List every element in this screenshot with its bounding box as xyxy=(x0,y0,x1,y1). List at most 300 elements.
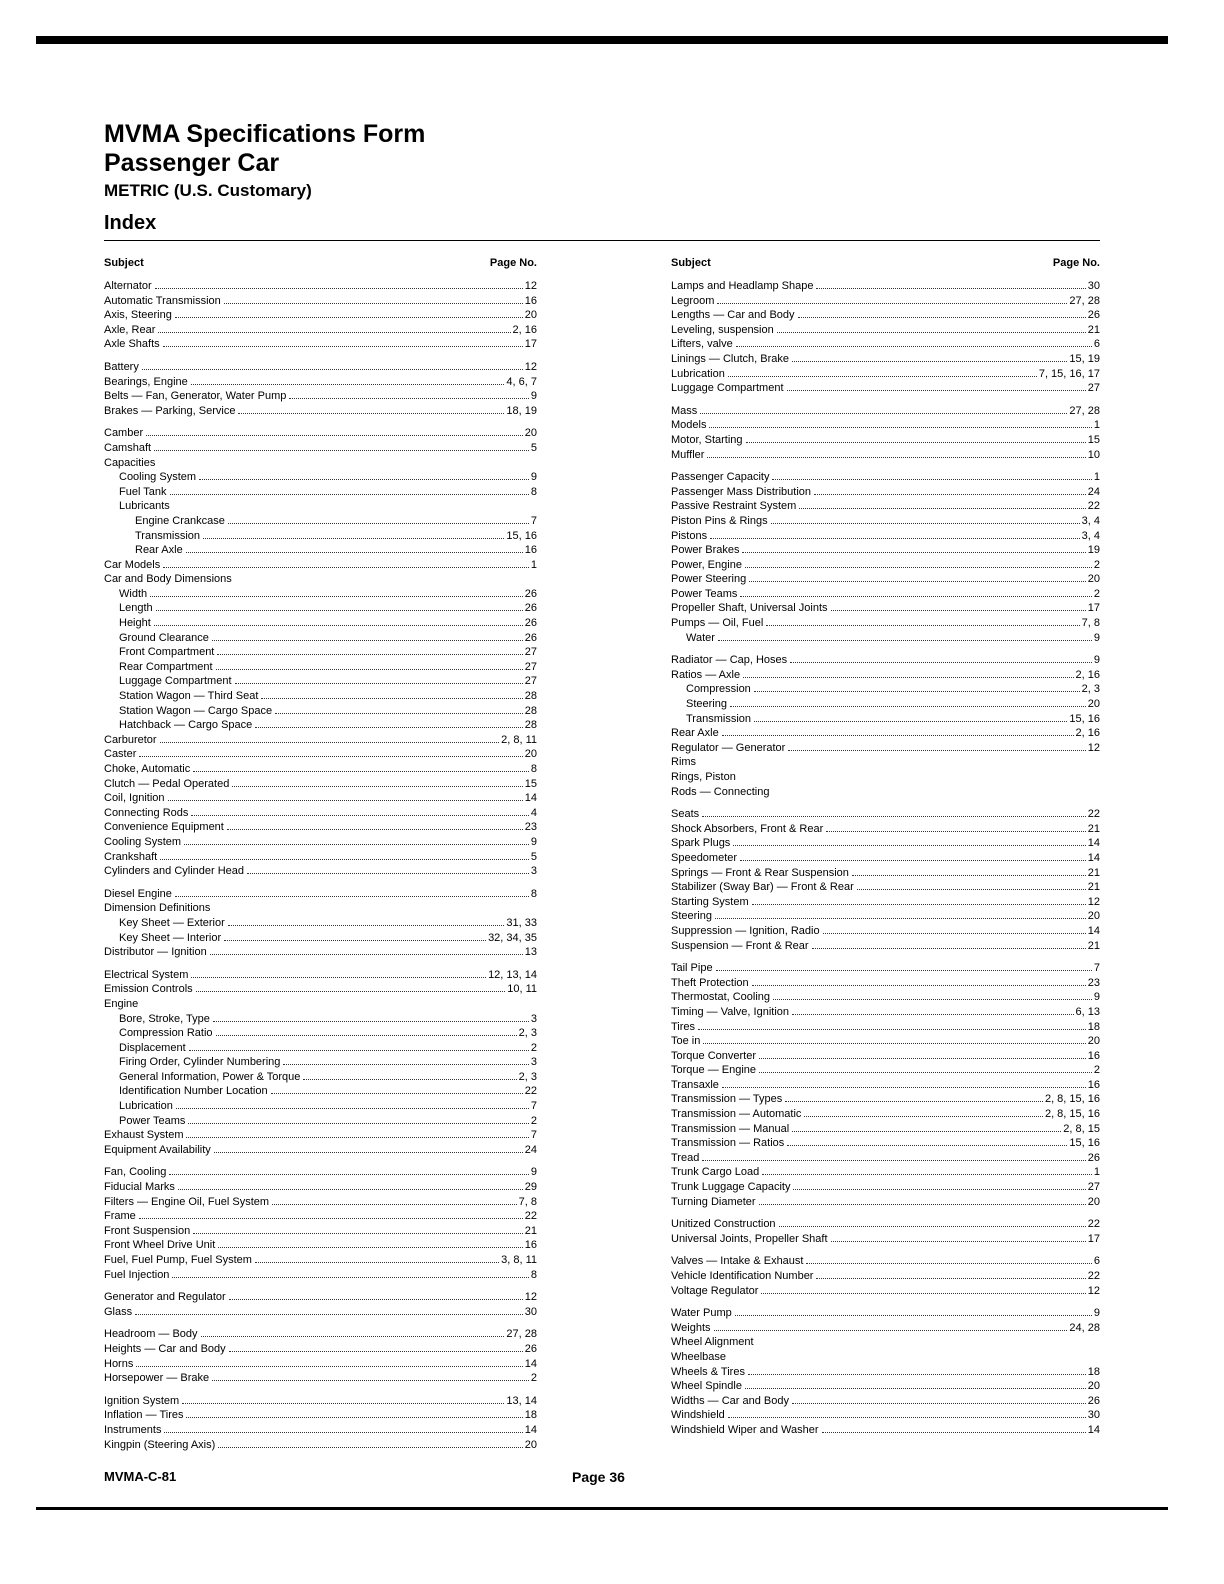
dot-leader xyxy=(229,1351,523,1352)
entry-subject: Rear Axle xyxy=(135,544,183,557)
entry-page: 15, 19 xyxy=(1069,352,1100,365)
entry-page: 24, 28 xyxy=(1069,1321,1100,1334)
entry-page: 2, 16 xyxy=(1075,727,1100,740)
entry-subject: Regulator — Generator xyxy=(671,741,786,754)
entry-page: 16 xyxy=(524,294,537,307)
index-entry xyxy=(104,1357,537,1372)
entry-page: 3, 4 xyxy=(1081,514,1100,527)
dot-leader xyxy=(792,1131,1061,1132)
dot-leader xyxy=(857,889,1086,890)
entry-page: 7, 15, 16, 17 xyxy=(1038,367,1100,380)
dot-leader xyxy=(139,756,522,757)
entry-subject: Compression Ratio xyxy=(119,1027,213,1040)
index-entry xyxy=(671,1092,1100,1107)
entry-page: 9 xyxy=(1093,991,1100,1004)
dot-leader xyxy=(740,860,1086,861)
index-entry xyxy=(671,785,1100,800)
entry-subject: Fuel, Fuel Pump, Fuel System xyxy=(104,1254,252,1266)
entry-subject: Emission Controls xyxy=(104,983,193,996)
subject-header: Subject xyxy=(104,257,144,269)
entry-subject: Suspension — Front & Rear xyxy=(671,939,809,952)
entry-subject: Dimension Definitions xyxy=(104,902,211,915)
entry-page: 1 xyxy=(1093,1166,1100,1179)
entry-page: 13, 14 xyxy=(506,1394,537,1407)
index-entry xyxy=(104,514,537,529)
entry-page: 16 xyxy=(524,1239,537,1252)
dot-leader xyxy=(232,786,522,787)
dot-leader xyxy=(792,1403,1086,1404)
index-entry xyxy=(104,945,537,960)
entry-page: 21 xyxy=(1087,323,1100,336)
entry-page: 28 xyxy=(524,704,537,717)
entry-subject: Rims xyxy=(671,756,697,769)
index-entry xyxy=(104,1327,537,1342)
dot-leader xyxy=(193,771,529,772)
index-entry xyxy=(104,968,537,983)
dot-leader xyxy=(698,1029,1086,1030)
entry-subject: Transmission — Ratios xyxy=(671,1137,785,1150)
dot-leader xyxy=(289,398,528,399)
dot-leader xyxy=(761,1293,1085,1294)
entry-page: 3 xyxy=(530,1012,537,1025)
entry-page: 22 xyxy=(1087,808,1100,821)
dot-leader xyxy=(742,552,1085,553)
dot-leader xyxy=(752,904,1086,905)
entry-subject: Passenger Capacity xyxy=(671,471,770,484)
entry-subject: Car Models xyxy=(104,558,161,571)
index-entry xyxy=(671,653,1100,668)
dot-leader xyxy=(255,1262,499,1263)
index-entry xyxy=(104,1114,537,1129)
entry-page: 14 xyxy=(1087,1423,1100,1436)
index-entry xyxy=(104,747,537,762)
dot-leader xyxy=(823,933,1086,934)
entry-page: 9 xyxy=(1093,1307,1100,1320)
dot-leader xyxy=(160,859,529,860)
index-entry xyxy=(671,1151,1100,1166)
dot-leader xyxy=(212,640,523,641)
index-entry xyxy=(671,1335,1100,1350)
entry-page: 2, 16 xyxy=(512,323,537,336)
entry-subject: Wheels & Tires xyxy=(671,1365,745,1378)
index-entry xyxy=(671,961,1100,976)
index-entry xyxy=(671,1365,1100,1380)
index-entry xyxy=(104,1195,537,1210)
dot-leader xyxy=(227,829,523,830)
index-entry xyxy=(671,1284,1100,1299)
entry-page: 15, 16 xyxy=(1069,1137,1100,1150)
index-entry xyxy=(104,375,537,390)
entry-page: 2, 3 xyxy=(518,1027,537,1040)
entry-subject: Wheel Spindle xyxy=(671,1380,742,1393)
index-entry xyxy=(104,1290,537,1305)
entry-page: 1 xyxy=(1093,419,1100,432)
dot-leader xyxy=(158,332,510,333)
entry-subject: Fiducial Marks xyxy=(104,1181,175,1194)
entry-page: 13 xyxy=(524,946,537,959)
index-entry xyxy=(104,1099,537,1114)
column-header xyxy=(104,257,537,271)
entry-page: 6, 13 xyxy=(1075,1005,1100,1018)
index-entry xyxy=(671,990,1100,1005)
entry-subject: Lubrication xyxy=(119,1100,173,1113)
dot-leader xyxy=(730,706,1086,707)
top-rule xyxy=(36,36,1168,44)
index-entry xyxy=(104,1224,537,1239)
entry-subject: Bearings, Engine xyxy=(104,375,188,388)
entry-page: 1 xyxy=(530,558,537,571)
dot-leader xyxy=(777,332,1086,333)
entry-page: 2 xyxy=(1093,1064,1100,1077)
dot-leader xyxy=(717,303,1067,304)
index-entry xyxy=(104,820,537,835)
dot-leader xyxy=(170,494,529,495)
entry-subject: Camshaft xyxy=(104,441,152,454)
index-entry xyxy=(104,587,537,602)
entry-page: 20 xyxy=(524,1438,537,1451)
entry-page: 26 xyxy=(524,602,537,615)
index-entry xyxy=(671,418,1100,433)
entry-page: 8 xyxy=(530,1268,537,1281)
dot-leader xyxy=(160,742,500,743)
index-entry xyxy=(104,1305,537,1320)
entry-page: 12 xyxy=(1087,741,1100,754)
index-entry xyxy=(671,631,1100,646)
entry-subject: Vehicle Identification Number xyxy=(671,1270,814,1282)
entry-subject: Caster xyxy=(104,748,137,761)
entry-subject: Filters — Engine Oil, Fuel System xyxy=(104,1195,270,1208)
index-entry xyxy=(104,404,537,419)
dot-leader xyxy=(189,1050,529,1051)
entry-page: 27 xyxy=(524,646,537,659)
dot-leader xyxy=(203,538,504,539)
column-header xyxy=(671,257,1100,271)
entry-subject: Capacities xyxy=(104,456,156,469)
dot-leader xyxy=(169,1174,529,1175)
entry-page: 22 xyxy=(1087,1218,1100,1231)
index-entry xyxy=(104,901,537,916)
index-entry xyxy=(671,1408,1100,1423)
subject-header: Subject xyxy=(671,257,711,269)
dot-leader xyxy=(852,875,1086,876)
entry-subject: Axle Shafts xyxy=(104,338,160,351)
dot-leader xyxy=(759,1072,1092,1073)
dot-leader xyxy=(212,1380,529,1381)
dot-leader xyxy=(224,303,523,304)
entry-subject: Fuel Tank xyxy=(119,485,167,498)
entry-subject: Hatchback — Cargo Space xyxy=(119,719,253,732)
entry-page: 30 xyxy=(1087,1409,1100,1422)
index-column-left xyxy=(104,257,537,1452)
entry-subject: Models xyxy=(671,419,707,432)
dot-leader xyxy=(156,610,523,611)
entry-subject: Exhaust System xyxy=(104,1129,184,1142)
index-entry xyxy=(104,916,537,931)
dot-leader xyxy=(283,1064,528,1065)
index-entry xyxy=(671,836,1100,851)
dot-leader xyxy=(703,1043,1085,1044)
entry-page: 26 xyxy=(524,631,537,644)
entry-subject: Fuel Injection xyxy=(104,1268,170,1281)
index-entry xyxy=(671,909,1100,924)
entry-subject: Linings — Clutch, Brake xyxy=(671,352,789,365)
dot-leader xyxy=(272,1204,517,1205)
index-entry xyxy=(671,851,1100,866)
entry-page: 21 xyxy=(1087,822,1100,835)
index-entry xyxy=(671,514,1100,529)
index-entry xyxy=(104,485,537,500)
index-entry xyxy=(104,1084,537,1099)
index-entry xyxy=(671,323,1100,338)
entry-page: 20 xyxy=(1087,573,1100,586)
entry-subject: Power, Engine xyxy=(671,558,742,571)
dot-leader xyxy=(175,896,529,897)
entry-page: 28 xyxy=(524,719,537,732)
entry-subject: Piston Pins & Rings xyxy=(671,514,768,527)
form-id: MVMA-C-81 xyxy=(104,1469,177,1484)
index-entry xyxy=(671,770,1100,785)
entry-subject: Leveling, suspension xyxy=(671,323,774,336)
dot-leader xyxy=(218,1247,522,1248)
entry-subject: Rings, Piston xyxy=(671,771,736,783)
entry-page: 8 xyxy=(530,763,537,775)
index-entry xyxy=(104,777,537,792)
entry-subject: Turning Diameter xyxy=(671,1195,756,1208)
entry-page: 20 xyxy=(1087,910,1100,923)
entry-subject: Cooling System xyxy=(104,835,182,848)
entry-subject: Seats xyxy=(671,808,700,821)
index-entry xyxy=(671,448,1100,463)
entry-page: 28 xyxy=(524,690,537,703)
index-entry xyxy=(671,1394,1100,1409)
index-entry xyxy=(671,1136,1100,1151)
entry-subject: Lifters, valve xyxy=(671,338,733,351)
dot-leader xyxy=(792,1014,1074,1015)
entry-subject: Glass xyxy=(104,1305,133,1318)
dot-leader xyxy=(766,625,1079,626)
dot-leader xyxy=(714,1330,1068,1331)
entry-subject: Steering xyxy=(686,698,727,711)
entry-page: 22 xyxy=(524,1085,537,1098)
index-entry xyxy=(671,880,1100,895)
entry-page: 4, 6, 7 xyxy=(506,375,537,388)
index-entry xyxy=(671,939,1100,954)
entry-page: 10, 11 xyxy=(507,983,537,996)
dot-leader xyxy=(191,977,486,978)
entry-subject: Radiator — Cap, Hoses xyxy=(671,654,788,667)
entry-subject: Stabilizer (Sway Bar) — Front & Rear xyxy=(671,881,854,894)
entry-subject: Height xyxy=(119,617,151,630)
index-entry xyxy=(671,433,1100,448)
entry-page: 15 xyxy=(1087,433,1100,446)
dot-leader xyxy=(740,596,1091,597)
entry-subject: Connecting Rods xyxy=(104,806,189,819)
index-entry xyxy=(671,866,1100,881)
index-entry xyxy=(671,1254,1100,1269)
entry-page: 4 xyxy=(530,806,537,819)
dot-leader xyxy=(745,567,1092,568)
index-entry xyxy=(671,1063,1100,1078)
dot-leader xyxy=(746,442,1086,443)
entry-subject: Thermostat, Cooling xyxy=(671,991,771,1004)
entry-subject: Lubrication xyxy=(671,367,725,380)
entry-subject: Mass xyxy=(671,404,698,417)
dot-leader xyxy=(718,640,1092,641)
index-entry xyxy=(104,631,537,646)
dot-leader xyxy=(150,596,523,597)
dot-leader xyxy=(216,669,523,670)
entry-subject: Engine Crankcase xyxy=(135,514,225,527)
entry-page: 3 xyxy=(530,865,537,878)
dot-leader xyxy=(748,1374,1086,1375)
dot-leader xyxy=(176,1108,529,1109)
entry-subject: Station Wagon — Third Seat xyxy=(119,690,259,703)
index-entry xyxy=(104,1128,537,1143)
index-entry xyxy=(671,529,1100,544)
index-entry xyxy=(104,1371,537,1386)
entry-page: 2, 8, 15 xyxy=(1063,1122,1100,1135)
entry-page: 27, 28 xyxy=(506,1328,537,1341)
dot-leader xyxy=(728,1417,1086,1418)
dot-leader xyxy=(196,991,506,992)
dot-leader xyxy=(787,390,1086,391)
entry-subject: Displacement xyxy=(119,1041,186,1054)
bottom-rule xyxy=(36,1507,1168,1510)
index-entry xyxy=(104,616,537,631)
entry-subject: General Information, Power & Torque xyxy=(119,1070,301,1083)
entry-subject: Carburetor xyxy=(104,733,157,746)
index-entry xyxy=(104,1394,537,1409)
entry-subject: Transmission — Automatic xyxy=(671,1108,802,1121)
dot-leader xyxy=(771,523,1080,524)
index-entry xyxy=(104,543,537,558)
entry-page: 9 xyxy=(530,471,537,484)
entry-page: 27, 28 xyxy=(1069,404,1100,417)
dot-leader xyxy=(772,479,1091,480)
dot-leader xyxy=(175,317,523,318)
dot-leader xyxy=(135,1314,523,1315)
dot-leader xyxy=(752,985,1086,986)
entry-subject: Water xyxy=(686,631,715,644)
entry-subject: Legroom xyxy=(671,294,715,307)
entry-subject: Choke, Automatic xyxy=(104,763,191,775)
entry-subject: Pistons xyxy=(671,529,708,542)
index-entry xyxy=(671,404,1100,419)
entry-page: 30 xyxy=(524,1305,537,1318)
entry-subject: Transaxle xyxy=(671,1078,719,1091)
dot-leader xyxy=(735,1315,1092,1316)
index-entry xyxy=(671,1306,1100,1321)
index-entry xyxy=(104,426,537,441)
entry-page: 12 xyxy=(524,360,537,373)
entry-subject: Coil, Ignition xyxy=(104,792,165,805)
index-entry xyxy=(104,704,537,719)
entry-page: 3, 4 xyxy=(1081,529,1100,542)
entry-subject: Belts — Fan, Generator, Water Pump xyxy=(104,390,287,403)
index-entry xyxy=(671,924,1100,939)
index-entry xyxy=(671,1379,1100,1394)
entry-page: 3, 8, 11 xyxy=(501,1254,537,1266)
entry-subject: Frame xyxy=(104,1210,136,1223)
index-entry xyxy=(671,895,1100,910)
index-entry xyxy=(671,755,1100,770)
entry-subject: Front Wheel Drive Unit xyxy=(104,1239,216,1252)
index-entry xyxy=(104,1253,537,1268)
index-entry xyxy=(104,864,537,879)
entry-subject: Widths — Car and Body xyxy=(671,1394,789,1407)
entry-subject: Tread xyxy=(671,1151,700,1164)
dot-leader xyxy=(186,552,523,553)
dot-leader xyxy=(762,1174,1092,1175)
index-entry xyxy=(104,337,537,352)
dot-leader xyxy=(754,691,1080,692)
dot-leader xyxy=(213,1021,529,1022)
entry-subject: Instruments xyxy=(104,1423,162,1436)
entry-subject: Inflation — Tires xyxy=(104,1409,184,1422)
entry-page: 14 xyxy=(1087,924,1100,937)
dot-leader xyxy=(788,750,1085,751)
index-entry xyxy=(104,1026,537,1041)
entry-subject: Muffler xyxy=(671,448,705,461)
dot-leader xyxy=(218,1447,522,1448)
index-entry xyxy=(671,279,1100,294)
title-line-2: Passenger Car xyxy=(104,149,280,177)
dot-leader xyxy=(154,450,529,451)
index-entry xyxy=(104,499,537,514)
entry-subject: Lubricants xyxy=(119,500,170,513)
entry-page: 24 xyxy=(1087,485,1100,498)
entry-subject: Rods — Connecting xyxy=(671,785,770,798)
entry-subject: Torque — Engine xyxy=(671,1064,756,1077)
index-heading: Index xyxy=(104,212,157,234)
index-column-right xyxy=(671,257,1100,1438)
index-entry xyxy=(104,360,537,375)
dot-leader xyxy=(303,1079,516,1080)
dot-leader xyxy=(186,1417,522,1418)
index-entry xyxy=(104,1438,537,1453)
entry-subject: Universal Joints, Propeller Shaft xyxy=(671,1232,828,1245)
entry-page: 2, 16 xyxy=(1075,668,1100,681)
entry-subject: Motor, Starting xyxy=(671,433,743,446)
entry-subject: Automatic Transmission xyxy=(104,294,221,307)
entry-page: 22 xyxy=(1087,500,1100,513)
entry-subject: Suppression — Ignition, Radio xyxy=(671,924,820,937)
index-entry xyxy=(671,1165,1100,1180)
entry-page: 27 xyxy=(524,660,537,673)
index-entry xyxy=(104,1012,537,1027)
dot-leader xyxy=(217,654,522,655)
entry-subject: Pumps — Oil, Fuel xyxy=(671,617,764,630)
entry-page: 18 xyxy=(524,1409,537,1422)
entry-page: 17 xyxy=(1087,602,1100,615)
entry-subject: Front Suspension xyxy=(104,1224,191,1237)
entry-subject: Horns xyxy=(104,1357,134,1370)
entry-subject: Passenger Mass Distribution xyxy=(671,485,812,498)
dot-leader xyxy=(806,1263,1091,1264)
index-entry xyxy=(671,1269,1100,1284)
index-entry xyxy=(671,1180,1100,1195)
entry-subject: Axle, Rear xyxy=(104,323,156,336)
index-entry xyxy=(671,697,1100,712)
dot-leader xyxy=(261,698,522,699)
dot-leader xyxy=(831,610,1086,611)
entry-subject: Brakes — Parking, Service xyxy=(104,404,236,417)
index-entry xyxy=(671,1350,1100,1365)
entry-subject: Kingpin (Steering Axis) xyxy=(104,1438,216,1451)
entry-subject: Luggage Compartment xyxy=(119,675,232,688)
entry-subject: Length xyxy=(119,602,153,615)
dot-leader xyxy=(831,1241,1086,1242)
